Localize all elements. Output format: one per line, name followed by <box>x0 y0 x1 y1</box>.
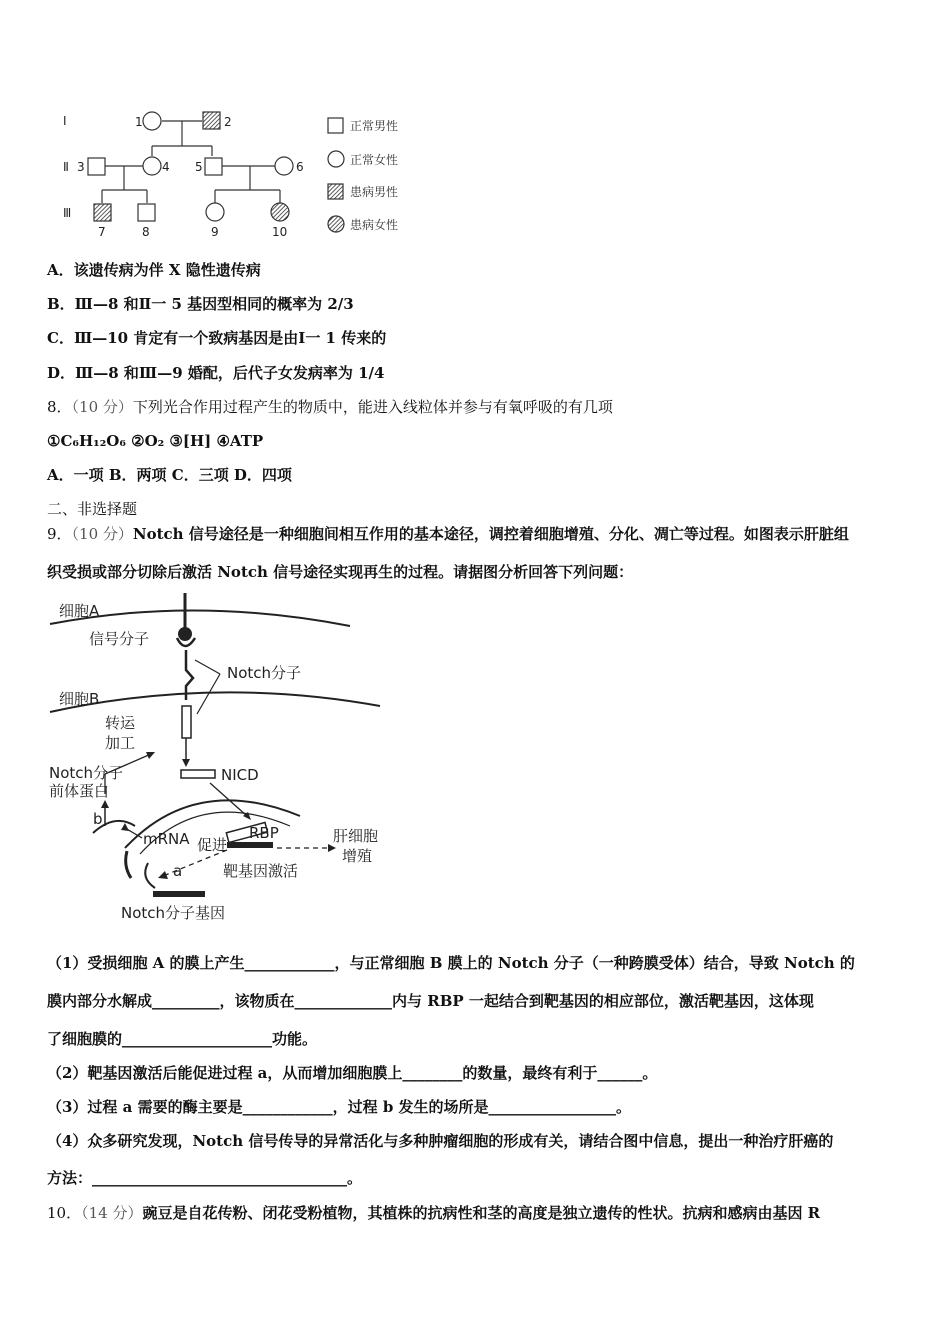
ind-label-7: 7 <box>98 225 106 239</box>
individual-III-9 <box>206 203 224 221</box>
label-precursor-1: Notch分子 <box>49 764 124 782</box>
target-gene-dna <box>227 842 273 848</box>
q7-option-c: C．Ⅲ—10 肯定有一个致病基因是由Ⅰ一 1 传来的 <box>47 329 387 347</box>
label-transport: 转运 <box>105 714 136 732</box>
individual-I-1 <box>143 112 161 130</box>
ind-label-9: 9 <box>211 225 219 239</box>
label-target: 靶基因激活 <box>223 862 299 880</box>
individual-III-8 <box>138 204 155 221</box>
individual-II-4 <box>143 157 161 175</box>
ind-label-3: 3 <box>77 160 85 174</box>
q9-sub4-line2: 方法：__________________________________。 <box>47 1169 363 1187</box>
individual-II-6 <box>275 157 293 175</box>
individual-I-2 <box>203 112 220 129</box>
q8-stem: 下列光合作用过程产生的物质中，能进入线粒体并参与有氧呼吸的有几项 <box>132 398 613 416</box>
label-promote: 促进 <box>197 836 228 854</box>
label-gene: Notch分子基因 <box>121 904 226 922</box>
label-liver-1: 肝细胞 <box>333 827 379 845</box>
q10-stem-line <box>47 1203 820 1223</box>
q9-sub3: （3）过程 a 需要的酶主要是____________，过程 b 发生的场所是_________________。 <box>47 1098 632 1116</box>
legend-affected-female: 患病女性 <box>350 218 399 232</box>
label-cell-a: 细胞A <box>59 602 100 620</box>
label-b: b <box>93 810 103 828</box>
label-process: 加工 <box>105 734 136 752</box>
pedigree-figure <box>55 100 425 242</box>
label-a: a <box>173 862 183 880</box>
q8-options: A．一项 B．两项 C．三项 D．四项 <box>47 466 292 484</box>
q8-items: ①C₆H₁₂O₆ ②O₂ ③[H] ④ATP <box>47 432 264 450</box>
q10-stem: 豌豆是自花传粉、闭花受粉植物，其植株的抗病性和茎的高度是独立遗传的性状。抗病和感病由基因 R <box>142 1204 821 1222</box>
notch-pathway-figure <box>45 588 395 928</box>
q8-stem-line <box>47 397 613 417</box>
label-signal: 信号分子 <box>89 630 150 648</box>
ind-label-6: 6 <box>296 160 304 174</box>
ind-label-10: 10 <box>272 225 288 239</box>
notch-gene-dna <box>153 891 205 897</box>
individual-II-3 <box>88 158 105 175</box>
legend-affected-male-symbol <box>328 184 343 199</box>
label-notch: Notch分子 <box>227 664 302 682</box>
label-nicd: NICD <box>221 766 259 784</box>
q9-sub4-line1: （4）众多研究发现，Notch 信号传导的异常活化与多种肿瘤细胞的形成有关，请结合图中信息，提出一种治疗肝癌的 <box>47 1132 834 1150</box>
label-liver-2: 增殖 <box>342 847 373 865</box>
legend-normal-female: 正常女性 <box>350 153 399 167</box>
ind-label-5: 5 <box>195 160 203 174</box>
q9-sub1-line2: 膜内部分水解成_________，该物质在_____________内与 RBP 一起结合到靶基因的相应部位，激活靶基因，这体现 <box>47 992 814 1010</box>
q7-option-a: A．该遗传病为伴 X 隐性遗传病 <box>47 261 261 279</box>
q10-number: 10． <box>47 1204 82 1222</box>
q10-score: （14 分） <box>81 1204 143 1222</box>
cell-b-membrane <box>50 692 380 712</box>
q7-option-d: D．Ⅲ—8 和Ⅲ—9 婚配，后代子女发病率为 1/4 <box>47 364 385 382</box>
q9-sub1-line3: 了细胞膜的____________________功能。 <box>47 1030 318 1048</box>
legend-normal-female-symbol <box>328 151 344 167</box>
ind-label-2: 2 <box>224 115 232 129</box>
individual-III-10 <box>271 203 289 221</box>
q9-stem-line2: 织受损或部分切除后激活 Notch 信号途径实现再生的过程。请据图分析回答下列问题： <box>47 563 634 581</box>
section-heading: 二、非选择题 <box>47 500 138 518</box>
legend-normal-male-symbol <box>328 118 343 133</box>
label-cell-b: 细胞B <box>59 690 100 708</box>
ind-label-1: 1 <box>135 115 143 129</box>
signal-molecule <box>178 627 192 641</box>
ind-label-4: 4 <box>162 160 170 174</box>
nicd-molecule <box>181 770 215 778</box>
q9-stem-line1 <box>47 524 849 544</box>
q9-score: （10 分） <box>71 525 133 543</box>
legend-normal-male: 正常男性 <box>350 119 399 133</box>
q9-sub2: （2）靶基因激活后能促进过程 a，从而增加细胞膜上________的数量，最终有利于______。 <box>47 1064 658 1082</box>
label-precursor-2: 前体蛋白 <box>49 782 110 800</box>
legend-affected-female-symbol <box>328 216 344 232</box>
individual-II-5 <box>205 158 222 175</box>
q9-stem1: Notch 信号途径是一种细胞间相互作用的基本途径，调控着细胞增殖、分化、凋亡等过程。如图表示肝脏组 <box>132 525 849 543</box>
q8-score: （10 分） <box>71 398 133 416</box>
gen-label-2: Ⅱ <box>63 160 69 174</box>
q8-number: 8． <box>47 398 72 416</box>
q9-sub1-line1: （1）受损细胞 A 的膜上产生____________，与正常细胞 B 膜上的 Notch 分子（一种跨膜受体）结合，导致 Notch 的 <box>47 954 855 972</box>
q7-option-b: B．Ⅲ—8 和Ⅱ一 5 基因型相同的概率为 2/3 <box>47 295 354 313</box>
legend-affected-male: 患病男性 <box>350 185 399 199</box>
label-rbp: RBP <box>249 824 279 842</box>
individual-III-7 <box>94 204 111 221</box>
label-mrna: mRNA <box>143 830 190 848</box>
ind-label-8: 8 <box>142 225 150 239</box>
gen-label-1: Ⅰ <box>63 114 67 128</box>
notch-receptor <box>177 638 195 700</box>
q9-number: 9． <box>47 525 72 543</box>
gen-label-3: Ⅲ <box>63 206 72 220</box>
